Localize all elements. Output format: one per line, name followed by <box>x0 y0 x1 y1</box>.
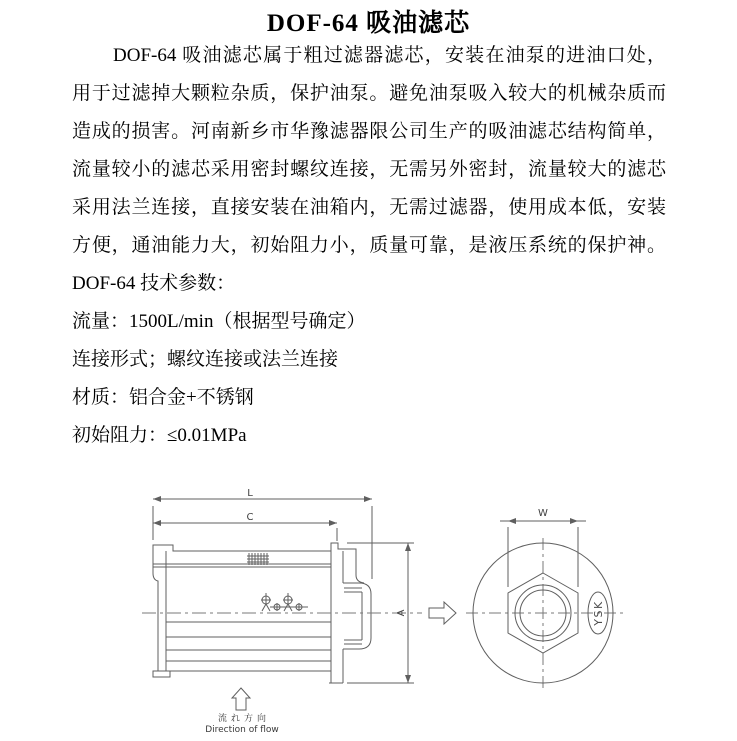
nut-profile <box>343 583 371 649</box>
flange <box>329 551 343 683</box>
spec-line-connection: 连接形式；螺纹连接或法兰连接 <box>72 349 339 370</box>
flow-direction-label-jp: 流れ方向 <box>217 714 271 724</box>
dim-label-L: L <box>247 488 253 499</box>
technical-drawing <box>0 480 737 741</box>
paragraph-line: 造成的损害。河南新乡市华豫滤器限公司生产的吸油滤芯结构简单， <box>72 121 666 142</box>
paragraph-line: 流量较小的滤芯采用密封螺纹连接，无需另外密封，流量较大的滤芯 <box>72 159 666 180</box>
page-title: DOF-64 吸油滤芯 <box>266 10 471 37</box>
hydraulic-symbol <box>261 593 308 611</box>
dim-label-C: C <box>246 512 254 523</box>
flow-direction-arrow-icon <box>232 688 250 710</box>
spec-line-params-header: DOF-64 技术参数： <box>72 273 236 294</box>
body-text <box>72 37 666 455</box>
side-view <box>142 543 422 683</box>
view-direction-arrow-icon <box>429 602 456 624</box>
end-cap <box>153 573 158 671</box>
dim-label-A: A <box>396 609 407 617</box>
flow-direction-label-en: Direction of flow <box>205 725 279 735</box>
dim-label-W: W <box>538 508 548 519</box>
body-band <box>153 564 331 567</box>
spec-line-flow: 流量：1500L/min（根据型号确定） <box>72 311 366 332</box>
dimensions-side <box>153 499 414 683</box>
nut-threads <box>344 588 362 644</box>
brand-mark-text: YSK <box>592 600 605 626</box>
spec-line-initial-resistance: 初始阻力：≤0.01MPa <box>72 425 247 446</box>
dim-C-lines <box>153 523 337 541</box>
body-outline <box>153 545 331 573</box>
pleat-lines <box>158 622 331 671</box>
head-collar <box>331 543 364 583</box>
paragraph-line: DOF-64 吸油滤芯属于粗过滤器滤芯，安装在油泵的进油口处， <box>113 45 666 66</box>
paragraph-line: 用于过滤掉大颗粒杂质，保护油泵。避免油泵吸入较大的机械杂质而 <box>72 83 666 104</box>
spec-line-material: 材质：铝合金+不锈钢 <box>72 387 254 408</box>
end-cap-foot <box>153 671 170 677</box>
hatch-pattern <box>247 553 269 565</box>
paragraph-line: 采用法兰连接，直接安装在油箱内，无需过滤器，使用成本低，安装 <box>72 197 666 218</box>
paragraph-line: 方便，通油能力大，初始阻力小，质量可靠，是液压系统的保护神。 <box>72 235 666 256</box>
